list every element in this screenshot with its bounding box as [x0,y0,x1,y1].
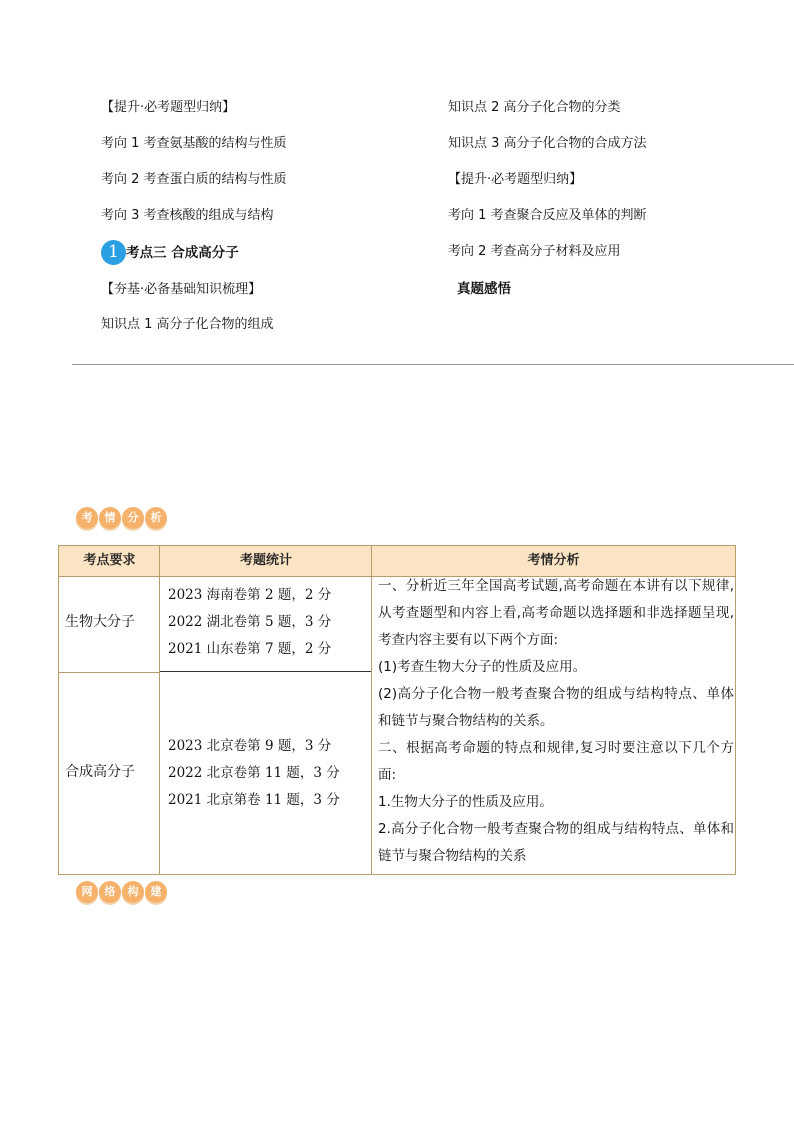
section-header-char: 建 [145,881,167,903]
exam-analysis-table [58,545,736,875]
toc-right-item: 考向 2 考查高分子材料及应用 [448,244,621,259]
toc-right-item: 知识点 2 高分子化合物的分类 [448,100,621,115]
toc-left-item: 【夯基·必备基础知识梳理】 [101,282,262,297]
table-header-topic: 考点要求 [59,546,160,577]
table-cell-stat: 2023 北京卷第 9 题，3 分 [168,738,332,754]
toc-right-item: 知识点 3 高分子化合物的合成方法 [448,136,647,151]
analysis-paragraph: 一、分析近三年全国高考试题,高考命题在本讲有以下规律,从考查题型和内容上看,高考命题以选择题和非选择题呈现,考查内容主要有以下两个方面: [378,578,734,648]
section-number-badge: 1 [101,240,126,265]
toc-right-item: 【提升·必考题型归纳】 [448,172,583,187]
section-header-char: 络 [99,881,121,903]
table-cell-stat: 2022 湖北卷第 5 题，3 分 [168,614,332,630]
divider-line [72,364,794,365]
table-header-stats: 考题统计 [160,546,372,577]
table-cell-stat: 2021 北京第卷 11 题，3 分 [168,792,340,808]
table-cell-stat: 2023 海南卷第 2 题，2 分 [168,587,332,603]
section-header-char: 情 [99,507,121,529]
section-header-char: 网 [76,881,98,903]
section-header-exam-analysis [76,507,168,533]
toc-left-item: 【提升·必考题型归纳】 [101,100,236,115]
analysis-paragraph: (1)考查生物大分子的性质及应用。 [378,659,587,675]
toc-right-item-bold: 真题感悟 [457,281,511,297]
analysis-paragraph: 2.高分子化合物一般考查聚合物的组成与结构特点、单体和链节与聚合物结构的关系 [378,821,734,864]
table-cell-analysis [378,573,734,870]
toc-left-item: 考向 2 考查蛋白质的结构与性质 [101,172,287,187]
toc-right-item: 考向 1 考查聚合反应及单体的判断 [448,208,647,223]
analysis-paragraph: 二、根据高考命题的特点和规律,复习时要注意以下几个方面: [378,740,734,783]
section-header-char: 析 [145,507,167,529]
toc-left-item: 知识点 1 高分子化合物的组成 [101,317,274,332]
table-cell-stat: 2022 北京卷第 11 题，3 分 [168,765,340,781]
table-cell-topic: 生物大分子 [65,614,135,630]
section-header-char: 构 [122,881,144,903]
section-header-network [76,881,168,907]
analysis-paragraph: 1.生物大分子的性质及应用。 [378,794,553,810]
table-cell-stat: 2021 山东卷第 7 题，2 分 [168,641,332,657]
section-header-char: 分 [122,507,144,529]
table-row-divider [160,671,371,672]
table-column-divider [371,546,372,874]
table-column-divider [159,546,160,874]
analysis-paragraph: (2)高分子化合物一般考查聚合物的组成与结构特点、单体和链节与聚合物结构的关系。 [378,686,734,729]
toc-left-item: 考向 3 考查核酸的组成与结构 [101,208,274,223]
toc-left-item: 考向 1 考查氨基酸的结构与性质 [101,136,287,151]
section-header-char: 考 [76,507,98,529]
toc-section-title: 考点三 合成高分子 [126,245,239,261]
table-row-divider [59,672,160,673]
table-cell-topic: 合成高分子 [65,764,135,780]
table-header-analysis: 考情分析 [372,546,735,577]
